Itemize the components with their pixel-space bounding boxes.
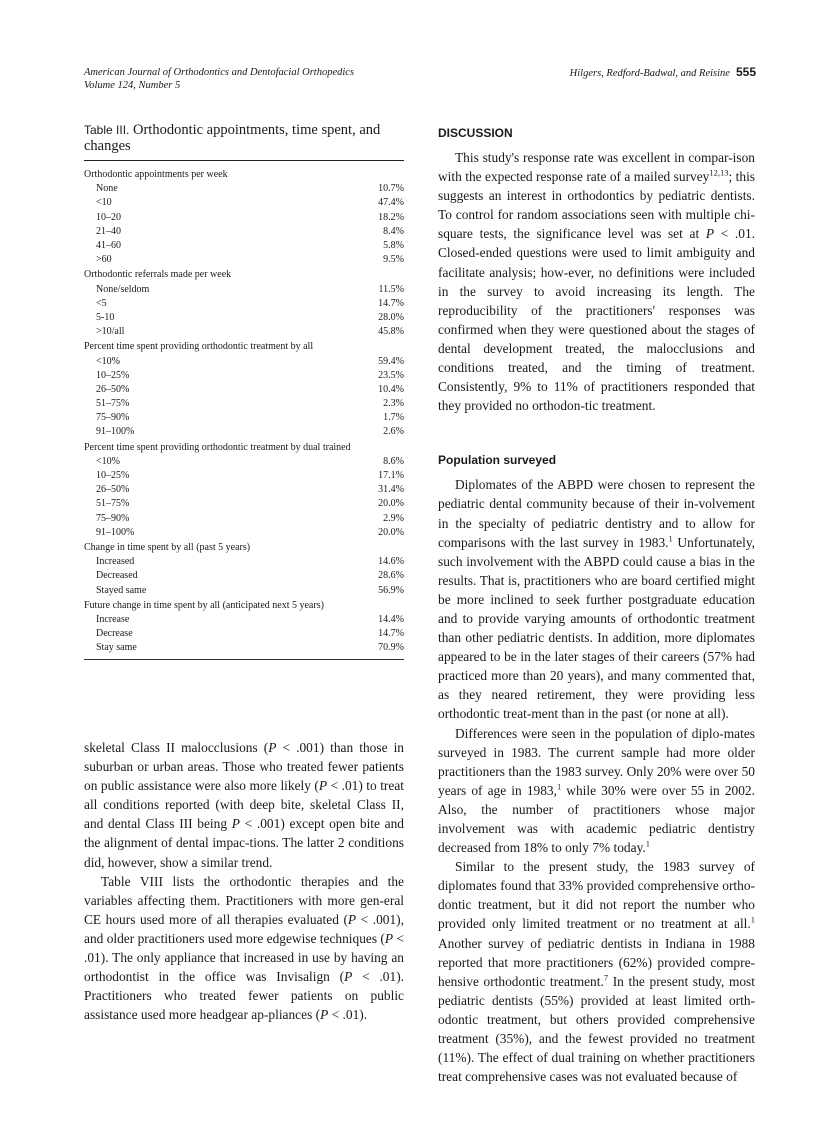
table-group-heading-row (84, 540, 404, 555)
authors: Hilgers, Redford-Badwal, and Reisine (569, 68, 730, 79)
table-row-label: 91–100% (96, 526, 135, 538)
table-row-label: 26–50% (96, 383, 130, 395)
table-group-heading: Percent time spent providing orthodontic treatment by all (84, 341, 314, 353)
table-row-value: 56.9% (378, 584, 404, 596)
table-row-label: 10–25% (96, 470, 130, 482)
table-row-label: >10/all (96, 326, 125, 338)
table-row (84, 383, 404, 397)
table-row-value: 11.5% (378, 283, 404, 295)
table-title: Orthodontic appointments, time spent, and changes (84, 122, 381, 154)
body-paragraph: Differences were seen in the population of diplo-mates surveyed in 1983. The current sample had more older practitioners than the 1983 survey. Only 20% were over 50 years of age in 1983,$^1$ while 30% were over 55 in 2002. Also, the number of practitioners whose major involvement was with academic pediatric dentistry decreased from 18% to only 7% today.$^1$ (438, 725, 755, 856)
table-group-heading-row (84, 167, 404, 182)
table-row-value: 18.2% (378, 211, 404, 223)
table-top-rule (84, 160, 404, 161)
table-row (84, 253, 404, 267)
table-row-value: 14.4% (378, 613, 404, 625)
left-column (84, 122, 405, 1023)
table-row-label: 21–40 (96, 225, 121, 237)
journal-volume: Volume 124, Number 5 (84, 80, 181, 91)
table-row (84, 411, 404, 425)
table-row (84, 225, 404, 239)
table-row-value: 2.9% (383, 512, 404, 524)
table-row-value: 31.4% (378, 484, 404, 496)
table-row-value: 20.0% (378, 526, 404, 538)
body-paragraph: This study's response rate was excellent in compar-ison with the expected response rate of a mailed survey$^{12,13}$; this suggests an interest in orthodontics by pediatric dentists. To control for random associations seen with multiple chi-square tests, the significance level was set at P < .01. Closed-ended questions were used to limit ambiguity and facilitate analysis; how-ever, no definitions were included in the survey to avoid increasing its length. The reproducibility of the practitioners' responses was confirmed when they were questioned about the stages of dental development treated, the malocclusions and conditions treated, and the timing of treatment. Consistently, 9% to 11% of practitioners responded that they provided no orthodon-tic treatment. (438, 150, 756, 414)
table-row (84, 526, 404, 540)
table-row-label: Stay same (96, 642, 137, 654)
table-row-label: <10% (96, 455, 120, 467)
table-row-label: 75–90% (96, 412, 130, 424)
table-caption (84, 122, 404, 154)
table-row (84, 182, 404, 196)
table-row-label: 5-10 (96, 311, 115, 323)
table-row-value: 1.7% (383, 412, 404, 424)
table-group-heading: Future change in time spent by all (anticipated next 5 years) (84, 599, 324, 611)
table-row-label: >60 (96, 254, 112, 266)
table-row-value: 17.1% (378, 470, 404, 482)
table-row (84, 569, 404, 583)
table-group-heading: Orthodontic referrals made per week (84, 269, 232, 281)
table-row (84, 239, 404, 253)
table-row (84, 512, 404, 526)
table-row-value: 45.8% (378, 326, 404, 338)
table-row-label: 51–75% (96, 398, 130, 410)
table-row-label: <5 (96, 297, 107, 309)
table-bottom-rule (84, 659, 404, 660)
table-row (84, 483, 404, 497)
table-row (84, 311, 404, 325)
table-row-value: 8.4% (383, 225, 404, 237)
table-row (84, 211, 404, 225)
table-row-value: 10.7% (378, 183, 404, 195)
table-row (84, 369, 404, 383)
body-paragraph: Diplomates of the ABPD were chosen to represent the pediatric dental community because of their in-volvement in the specialty of pediatric dentistry and to allow for comparisons with the last survey in 1983.$^1$ Unfortunately, such involvement with the ABPD could cause a bias in the results. That is, practitioners who are board certified might be more inclined to seek further postgraduate education and to provide varying amounts of orthodontic treatment than other pediatric dentists. In addition, more diplomates appeared to be in the later stages of their careers (57% had practiced more than 20 years), and many commented that, as they neared retirement, they were providing less orthodontic treat-ment than in the past (or none at all). (438, 477, 755, 722)
population-body-text (438, 475, 755, 1086)
table-row (84, 325, 404, 339)
table-row-value: 14.6% (378, 556, 404, 568)
table-group-heading: Percent time spent providing orthodontic treatment by dual trained (84, 441, 351, 453)
subsection-heading-population: Population surveyed (438, 453, 557, 468)
table-row-value: 10.4% (378, 383, 404, 395)
table-row (84, 397, 404, 411)
table-group-heading-row (84, 440, 404, 455)
table-row (84, 583, 404, 597)
body-paragraph: skeletal Class II malocclusions (P < .001) than those in suburban or urban areas. Those who treated fewer patients on public assistance were also more likely (P < .01) to treat all conditions reported (with deep bite, skeletal Class II, and dental Class III being P < .001) except open bite and the alignment of dental impac-tions. The latter 2 conditions did, however, show a similar trend. (84, 740, 405, 870)
table-row-label: <10% (96, 355, 120, 367)
table-row-label: 51–75% (96, 498, 130, 510)
table-row-value: 59.4% (378, 355, 404, 367)
table-row-value: 47.4% (378, 197, 404, 209)
page-number: 555 (735, 65, 756, 79)
section-heading-discussion: DISCUSSION (438, 126, 513, 140)
table-row-value: 28.6% (378, 570, 404, 582)
table-row-label: Decreased (96, 570, 138, 582)
left-body-text (84, 738, 404, 1024)
table-row (84, 627, 404, 641)
table-row (84, 425, 404, 439)
table-row (84, 283, 404, 297)
table-label: Table III. (84, 123, 130, 137)
body-paragraph: Similar to the present study, the 1983 survey of diplomates found that 33% provided comprehensive ortho-dontic treatment, but it did not report the number who provided only limited treatment or no treatment at all.$^1$ Another survey of pediatric dentists in Indiana in 1988 reported that more practitioners (62%) provided compre-hensive orthodontic treatment.$^7$ In the present study, most pediatric dentists (55%) provided at least limited orth-odontic treatment, but others provided comprehensive treatment (35%), and the fewest provided no treatment (11%). The effect of dual training on whether practitioners treat comprehensive cases was not evaluated because of (438, 859, 755, 1085)
table-row (84, 196, 404, 210)
table-row-value: 5.8% (383, 240, 404, 252)
table-row-label: 10–25% (96, 369, 130, 381)
table-row-label: 41–60 (96, 240, 121, 252)
right-column (438, 122, 755, 1086)
table-group-heading-row (84, 267, 404, 282)
table-group-heading: Orthodontic appointments per week (84, 169, 228, 181)
data-table (84, 167, 404, 655)
table-group-heading-row (84, 339, 404, 354)
table-row (84, 354, 404, 368)
journal-title: American Journal of Orthodontics and Dentofacial Orthopedics (84, 67, 355, 78)
table-row-value: 20.0% (378, 498, 404, 510)
table-group-heading: Change in time spent by all (past 5 years) (84, 541, 251, 553)
table-row (84, 297, 404, 311)
journal-info (84, 66, 354, 92)
table-row (84, 469, 404, 483)
body-paragraph: Table VIII lists the orthodontic therapies and the variables affecting them. Practitioners with more gen-eral CE hours used more of all therapies evaluated (P < .001), and older practitioners used more edgewise techniques (P < .01). The only appliance that increased in use by having an orthodontist in the office was Invisalign (P < .01). Practitioners who treated fewer patients on public assistance used more headgear ap-pliances (P < .01). (84, 873, 405, 1023)
table-row-value: 14.7% (378, 628, 404, 640)
table-row-label: Increase (96, 613, 130, 625)
author-page-info (570, 66, 756, 80)
table-row-label: Increased (96, 556, 135, 568)
table-group-heading-row (84, 598, 404, 613)
table-row-value: 70.9% (378, 642, 404, 654)
table-row (84, 497, 404, 511)
table-row-value: 23.5% (378, 369, 404, 381)
table-row-value: 2.6% (383, 426, 404, 438)
table-row-label: None/seldom (96, 283, 150, 295)
table-row (84, 455, 404, 469)
table-row-label: None (96, 183, 118, 195)
table-row (84, 641, 404, 655)
table-row-label: Decrease (96, 628, 133, 640)
table-row-label: <10 (96, 197, 112, 209)
table-row (84, 613, 404, 627)
table-row (84, 555, 404, 569)
table-row-label: 91–100% (96, 426, 135, 438)
table-row-label: Stayed same (96, 584, 147, 596)
discussion-body-text (438, 148, 755, 415)
table-row-value: 9.5% (383, 254, 404, 266)
table-row-value: 8.6% (383, 455, 404, 467)
table-row-value: 28.0% (378, 311, 404, 323)
table-row-label: 26–50% (96, 484, 130, 496)
table-row-label: 75–90% (96, 512, 130, 524)
table-row-value: 2.3% (383, 398, 404, 410)
table-row-value: 14.7% (378, 297, 404, 309)
table-row-label: 10–20 (96, 211, 121, 223)
